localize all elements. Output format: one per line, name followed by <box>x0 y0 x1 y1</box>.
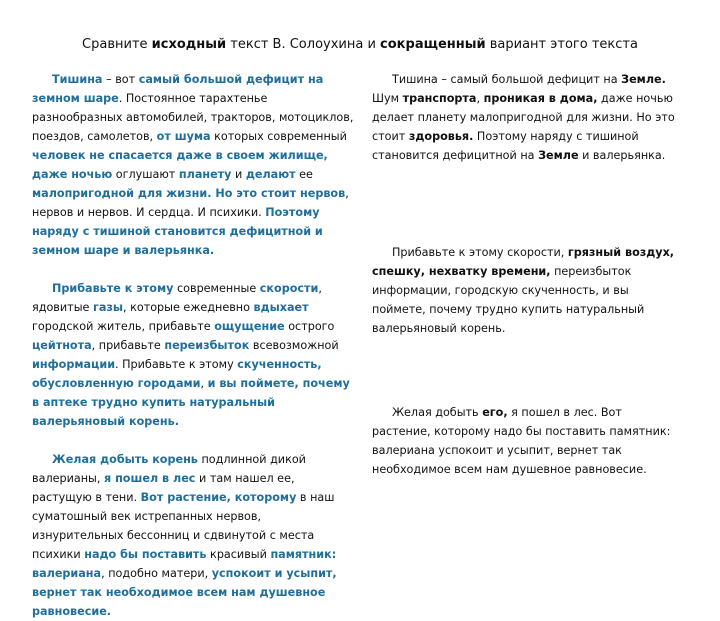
highlighted-phrase: Тишина <box>52 73 103 86</box>
highlighted-phrase: человек не спасается даже в своем жилище, даже ночью <box>32 149 328 181</box>
text-run: и там нашел ее, растущую в тени. <box>32 472 295 504</box>
text-run: и валерьянка. <box>578 149 666 162</box>
text-run: которых современный <box>210 130 347 143</box>
text-run: Шум <box>372 92 403 105</box>
highlighted-phrase: газы <box>92 301 123 314</box>
text-run: городской житель, прибавьте <box>32 320 215 333</box>
highlighted-phrase: информации <box>32 358 116 371</box>
highlighted-phrase: вдыхает <box>253 301 309 314</box>
text-run: . Прибавьте к этому <box>115 358 238 371</box>
highlighted-phrase: Поэтому наряду с тишиной становится дефицитной и земном шаре и валерьянка. <box>32 206 323 257</box>
page-title <box>0 36 720 54</box>
highlighted-phrase: памятник: валериана <box>32 548 337 580</box>
text-run: острого <box>284 320 335 333</box>
bold-phrase: его, <box>482 406 508 419</box>
text-run: , подобно матери, <box>101 567 212 580</box>
bold-phrase: грязный воздух, спешку, нехватку времени, <box>372 246 675 278</box>
original-text-column <box>32 70 354 621</box>
text-run: я пошел в лес. Вот растение, которому надо бы поставить памятник: валериана успокоит и усыпит, вернет так необходимое всем нам душевное равновесие. <box>372 406 671 476</box>
highlighted-phrase: самый большой дефицит на земном шаре <box>32 73 324 105</box>
text-run: , <box>476 92 484 105</box>
title-part-2: текст В. Солоухина и <box>226 37 381 52</box>
original-paragraph-3 <box>32 450 354 621</box>
bold-phrase: проникая в дома, <box>483 92 598 105</box>
highlighted-phrase: Желая добыть корень <box>52 453 198 466</box>
text-run: всевозможной <box>249 339 339 352</box>
highlighted-phrase: планету <box>178 168 232 181</box>
highlighted-phrase: ощущение <box>214 320 285 333</box>
text-run: . Постоянное тарахтенье разнообразных автомобилей, тракторов, мотоциклов, поездов, самолетов, <box>32 92 354 143</box>
text-run: , нервов и нервов. И сердца. И психики. <box>32 187 349 219</box>
text-run: , которые ежедневно <box>122 301 254 314</box>
highlighted-phrase: делают <box>245 168 296 181</box>
highlighted-phrase: скученность, обусловленную городами <box>32 358 322 390</box>
title-part-1: Сравните <box>82 37 152 52</box>
shortened-paragraph-3 <box>372 403 677 479</box>
shortened-text-column <box>372 70 677 479</box>
highlighted-phrase: от шума <box>156 130 211 143</box>
text-run: современные <box>173 282 260 295</box>
text-run: и <box>231 168 246 181</box>
text-run: , <box>200 377 208 390</box>
text-run: , ядовитые <box>32 282 322 314</box>
title-bold-shortened: сокращенный <box>380 37 486 52</box>
bold-phrase: транспорта <box>402 92 477 105</box>
text-run: переизбыток информации, городскую скученность, и вы поймете, почему трудно купить натуральный валерьяновый корень. <box>372 265 645 335</box>
highlighted-phrase: успокоит и усыпит, вернет так необходимое всем нам душевное равновесие. <box>32 567 337 618</box>
highlighted-phrase: переизбыток <box>164 339 250 352</box>
text-run: красивый <box>206 548 271 561</box>
title-bold-original: исходный <box>151 37 227 52</box>
original-paragraph-2 <box>32 279 354 431</box>
text-run: в наш суматошный век истрепанных нервов, изнурительных бессонниц и сдвинутой с места психики <box>32 491 335 561</box>
highlighted-phrase: скорости <box>259 282 319 295</box>
text-run: подлинной дикой валерианы, <box>32 453 306 485</box>
highlighted-phrase: и вы поймете, почему в аптеке трудно купить натуральный валерьяновый корень. <box>32 377 350 428</box>
highlighted-phrase: я пошел в лес <box>103 472 196 485</box>
original-paragraph-1 <box>32 70 354 260</box>
text-run: Тишина – самый большой дефицит на <box>392 73 622 86</box>
text-run: Прибавьте к этому скорости, <box>392 246 568 259</box>
text-run: ее <box>295 168 313 181</box>
text-run: Желая добыть <box>392 406 483 419</box>
bold-phrase: здоровья. <box>408 130 474 143</box>
shortened-paragraph-2 <box>372 243 677 338</box>
highlighted-phrase: цейтнота <box>32 339 92 352</box>
title-part-3: вариант этого текста <box>485 37 638 52</box>
highlighted-phrase: Вот растение, которому <box>140 491 297 504</box>
bold-phrase: Земле. <box>621 73 666 86</box>
shortened-paragraph-1 <box>372 70 677 165</box>
text-run: Поэтому наряду с тишиной становится дефицитной на <box>372 130 639 162</box>
text-run: даже ночью делает планету малопригодной для жизни. Но это стоит <box>372 92 675 143</box>
highlighted-phrase: малопригодной для жизни. Но это стоит нервов <box>32 187 346 200</box>
highlighted-phrase: Прибавьте к этому <box>52 282 174 295</box>
text-run: , прибавьте <box>91 339 165 352</box>
bold-phrase: Земле <box>538 149 579 162</box>
highlighted-phrase: надо бы поставить <box>84 548 207 561</box>
text-run: оглушают <box>112 168 179 181</box>
text-run: – вот <box>102 73 139 86</box>
